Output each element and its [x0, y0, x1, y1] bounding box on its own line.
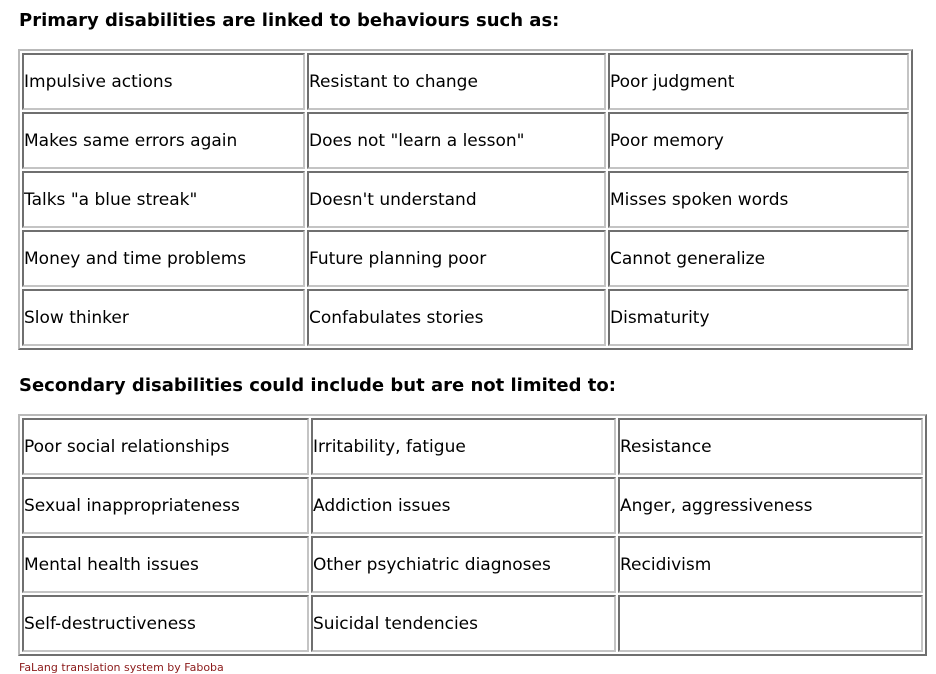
table-cell: Money and time problems: [22, 230, 305, 287]
table-cell-empty: [618, 595, 923, 652]
table-cell: Suicidal tendencies: [311, 595, 616, 652]
table-row: [22, 418, 923, 475]
table-cell: Makes same errors again: [22, 112, 305, 169]
table-row: [22, 477, 923, 534]
table-cell: Self-destructiveness: [22, 595, 309, 652]
table-cell: Other psychiatric diagnoses: [311, 536, 616, 593]
table-cell: Sexual inappropriateness: [22, 477, 309, 534]
table-cell: Misses spoken words: [608, 171, 909, 228]
table-row: [22, 536, 923, 593]
table-cell: Poor memory: [608, 112, 909, 169]
table-row: [22, 289, 909, 346]
table-cell: Anger, aggressiveness: [618, 477, 923, 534]
table-cell: Does not "learn a lesson": [307, 112, 606, 169]
table-row: [22, 53, 909, 110]
table-row: [22, 171, 909, 228]
table-cell: Resistant to change: [307, 53, 606, 110]
table-row: [22, 112, 909, 169]
table-cell: Recidivism: [618, 536, 923, 593]
primary-heading: Primary disabilities are linked to behaviours such as:: [19, 10, 560, 31]
table-row: [22, 230, 909, 287]
footer-credit-link[interactable]: FaLang translation system by Faboba: [19, 661, 224, 674]
secondary-heading: Secondary disabilities could include but are not limited to:: [19, 375, 616, 396]
table-cell: Cannot generalize: [608, 230, 909, 287]
table-cell: Dismaturity: [608, 289, 909, 346]
table-cell: Doesn't understand: [307, 171, 606, 228]
table-cell: Slow thinker: [22, 289, 305, 346]
table-cell: Irritability, fatigue: [311, 418, 616, 475]
table-cell: Addiction issues: [311, 477, 616, 534]
table-cell: Impulsive actions: [22, 53, 305, 110]
table-cell: Resistance: [618, 418, 923, 475]
table-cell: Future planning poor: [307, 230, 606, 287]
table-cell: Confabulates stories: [307, 289, 606, 346]
table-cell: Mental health issues: [22, 536, 309, 593]
table-cell: Poor social relationships: [22, 418, 309, 475]
table-row: [22, 595, 923, 652]
table-cell: Poor judgment: [608, 53, 909, 110]
table-cell: Talks "a blue streak": [22, 171, 305, 228]
primary-disabilities-table: [18, 49, 913, 350]
secondary-disabilities-table: [18, 414, 927, 656]
